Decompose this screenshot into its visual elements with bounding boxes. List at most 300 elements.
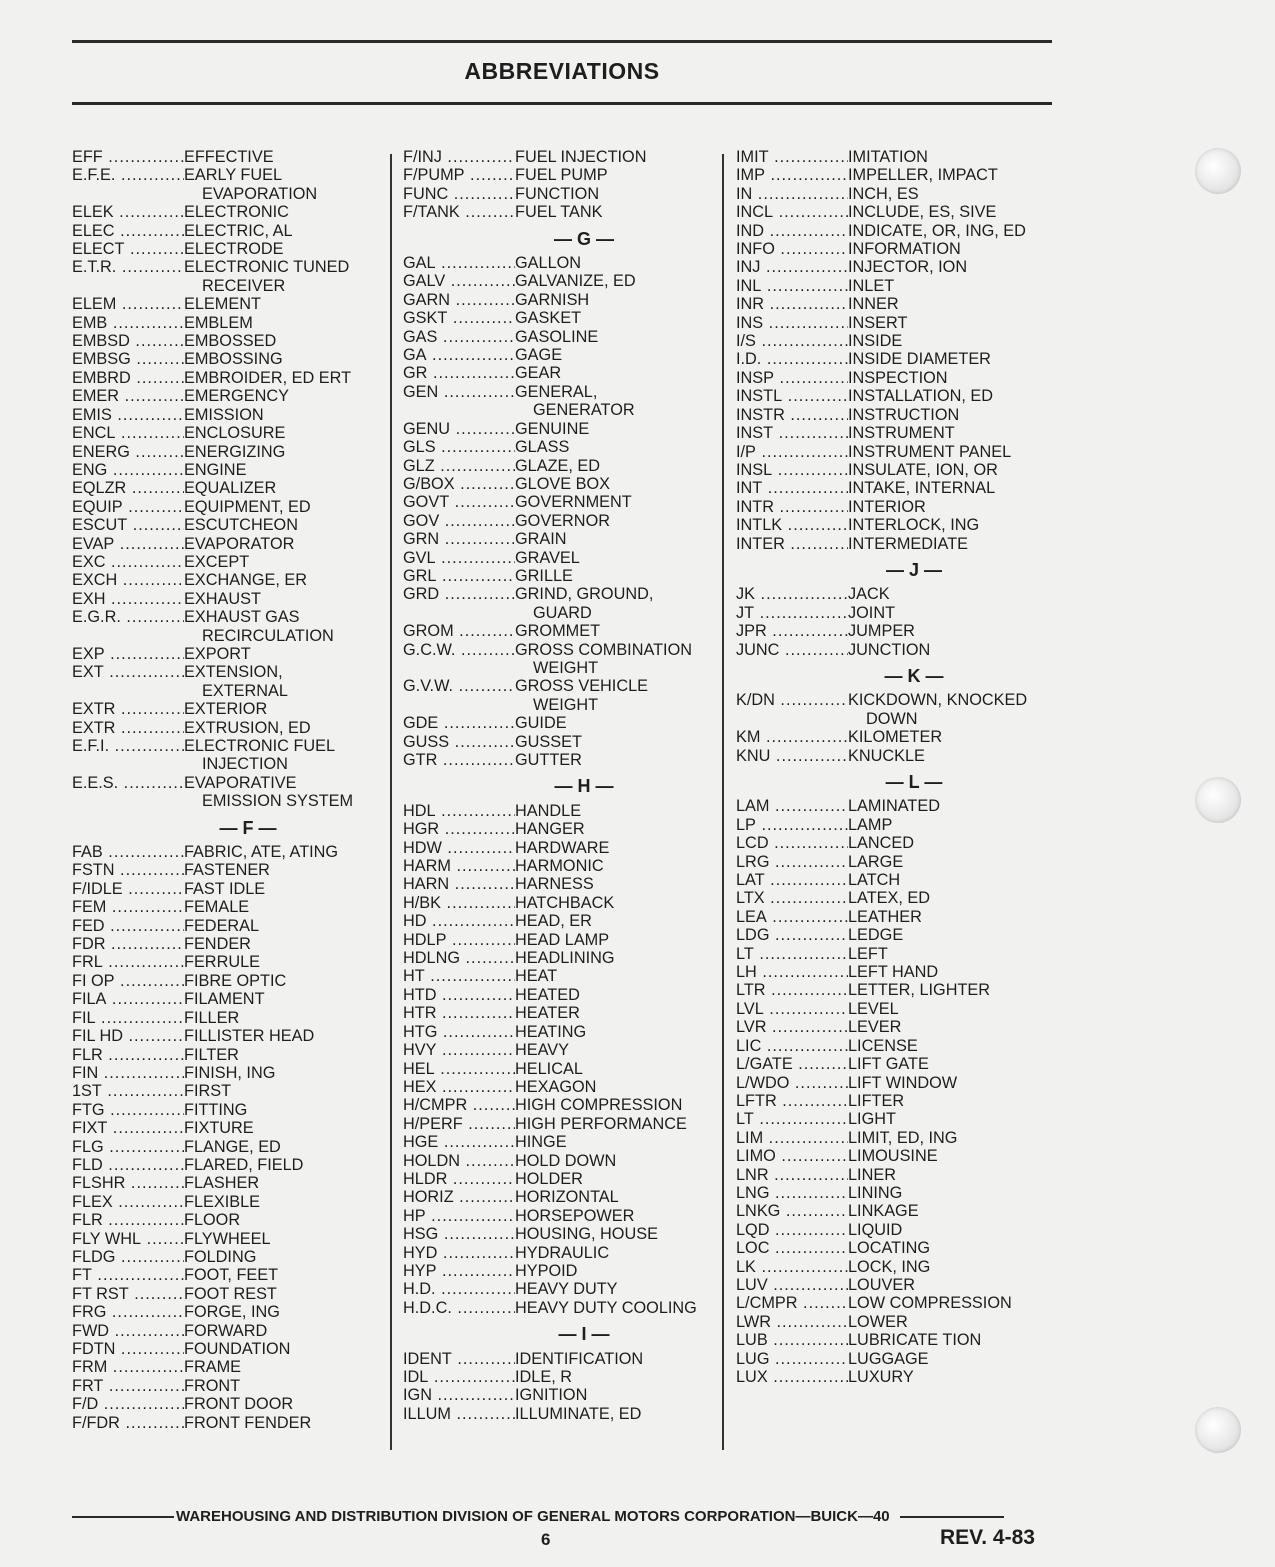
- abbreviation: EMER .....: [72, 387, 184, 405]
- definition: INSTRUCTION: [848, 405, 960, 424]
- abbreviation-entry: [72, 898, 384, 916]
- definition: FILLISTER HEAD: [184, 1027, 315, 1046]
- abbreviation-entry: [736, 945, 1052, 963]
- abbreviation-entry: [736, 1129, 1052, 1147]
- abbreviation-entry: [72, 953, 384, 971]
- definition: LUGGAGE: [848, 1349, 929, 1368]
- definition: GLASS: [515, 438, 570, 457]
- abbreviation-entry: [72, 1138, 384, 1156]
- abbreviation-entry: [72, 314, 384, 332]
- abbreviation: LRG .....: [736, 853, 848, 871]
- abbreviation-entry: [736, 1313, 1052, 1331]
- definition: ENERGIZING: [184, 442, 286, 461]
- definition: EXCEPT: [184, 552, 250, 571]
- definition: FUEL TANK: [515, 203, 603, 222]
- definition: LIFT GATE: [848, 1055, 929, 1074]
- abbreviation: LFTR .....: [736, 1092, 848, 1110]
- abbreviation-entry: [403, 1350, 725, 1368]
- definition: HOLD DOWN: [515, 1151, 617, 1170]
- abbreviation: INSTR .....: [736, 406, 848, 424]
- abbreviation: INJ .....: [736, 258, 848, 276]
- abbreviation-entry: [403, 1004, 725, 1022]
- abbreviation-entry: [403, 641, 725, 659]
- definition: HEAD, ER: [515, 912, 592, 931]
- abbreviation: KM .....: [736, 728, 848, 746]
- abbreviation-entry: [403, 346, 725, 364]
- abbreviation: FED .....: [72, 917, 184, 935]
- abbreviation: LEA .....: [736, 908, 848, 926]
- abbreviation-entry: [403, 1262, 725, 1280]
- definition: LIFTER: [848, 1091, 905, 1110]
- abbreviation: GSKT .....: [403, 309, 515, 327]
- abbreviation-entry: [403, 493, 725, 511]
- abbreviation-entry: [736, 747, 1052, 765]
- abbreviation: LUG .....: [736, 1350, 848, 1368]
- abbreviation: I/S .....: [736, 332, 848, 350]
- abbreviation-entry: [72, 203, 384, 221]
- definition: FIXTURE: [184, 1119, 254, 1138]
- definition: JUMPER: [848, 622, 915, 641]
- definition: GROSS COMBINATION: [515, 640, 692, 659]
- column-3: [736, 148, 1052, 1386]
- abbreviation: GUSS .....: [403, 733, 515, 751]
- abbreviation: LOC .....: [736, 1239, 848, 1257]
- definition: EMBOSSED: [184, 332, 277, 351]
- definition: LINKAGE: [848, 1202, 919, 1221]
- abbreviation: EFF .....: [72, 148, 184, 166]
- abbreviation-entry: [736, 728, 1052, 746]
- abbreviation-entry: [403, 457, 725, 475]
- definition: FOOT REST: [184, 1284, 277, 1303]
- abbreviation: I.D. .....: [736, 350, 848, 368]
- definition: FUEL INJECTION: [515, 148, 647, 166]
- abbreviation-entry: [403, 802, 725, 820]
- section-heading: — F —: [112, 811, 384, 843]
- definition: FUNCTION: [515, 184, 600, 203]
- definition: EMERGENCY: [184, 387, 289, 406]
- abbreviation-entry: [72, 424, 384, 442]
- definition: INTAKE, INTERNAL: [848, 479, 996, 498]
- abbreviation-entry: [403, 931, 725, 949]
- abbreviation-entry: [736, 369, 1052, 387]
- abbreviation: E.T.R. .....: [72, 258, 184, 276]
- abbreviation: GAL .....: [403, 254, 515, 272]
- abbreviation: LVR .....: [736, 1018, 848, 1036]
- footer-text: WAREHOUSING AND DISTRIBUTION DIVISION OF GENERAL MOTORS CORPORATION—BUICK—40: [176, 1508, 890, 1525]
- abbreviation-entry: [403, 912, 725, 930]
- abbreviation: LAM .....: [736, 797, 848, 815]
- definition: FRONT FENDER: [184, 1413, 312, 1432]
- definition: EVAPORATOR: [184, 534, 295, 553]
- abbreviation: IDENT .....: [403, 1350, 515, 1368]
- definition: GROSS VEHICLE: [515, 677, 649, 696]
- definition: HIGH PERFORMANCE: [515, 1114, 687, 1133]
- abbreviation-entry: [403, 1041, 725, 1059]
- abbreviation: LCD .....: [736, 834, 848, 852]
- abbreviation: EXH .....: [72, 590, 184, 608]
- definition: HEXAGON: [515, 1077, 597, 1096]
- abbreviation-entry: [736, 148, 1052, 166]
- abbreviation: GVL .....: [403, 549, 515, 567]
- abbreviation: EQLZR .....: [72, 479, 184, 497]
- abbreviation: F/IDLE .....: [72, 880, 184, 898]
- section-heading: — K —: [776, 659, 1052, 691]
- abbreviation-entry: [403, 1096, 725, 1114]
- definition: INNER: [848, 295, 899, 314]
- abbreviation: G/BOX .....: [403, 475, 515, 493]
- abbreviation-entry: [72, 935, 384, 953]
- abbreviation-entry: [403, 1115, 725, 1133]
- abbreviation: EVAP .....: [72, 535, 184, 553]
- abbreviation: GALV .....: [403, 272, 515, 290]
- abbreviation: IMIT .....: [736, 148, 848, 166]
- abbreviation: INSL .....: [736, 461, 848, 479]
- abbreviation: LIMO .....: [736, 1147, 848, 1165]
- abbreviation-entry: [736, 585, 1052, 603]
- abbreviation-entry: [72, 737, 384, 755]
- abbreviation-entry: [403, 949, 725, 967]
- abbreviation-entry: [736, 387, 1052, 405]
- definition: EXTENSION,: [184, 663, 283, 682]
- abbreviation-entry: [403, 1368, 725, 1386]
- section-heading: — L —: [776, 765, 1052, 797]
- definition: INJECTOR, ION: [848, 258, 968, 277]
- definition: HORIZONTAL: [515, 1188, 619, 1207]
- abbreviation-entry: [72, 1230, 384, 1248]
- abbreviation: FIL .....: [72, 1009, 184, 1027]
- abbreviation-entry: [72, 1414, 384, 1432]
- abbreviation: FT RST .....: [72, 1285, 184, 1303]
- definition: GUSSET: [515, 732, 582, 751]
- abbreviation-entry: [403, 1188, 725, 1206]
- definition: ELECTRONIC FUEL: [184, 737, 336, 755]
- abbreviation-entry: [736, 258, 1052, 276]
- abbreviation-entry: [403, 185, 725, 203]
- binder-hole: [1195, 777, 1241, 823]
- abbreviation: HP .....: [403, 1207, 515, 1225]
- abbreviation: FLEX .....: [72, 1193, 184, 1211]
- definition: INLET: [848, 276, 895, 295]
- abbreviation-entry: [403, 1225, 725, 1243]
- definition: HEATING: [515, 1022, 587, 1041]
- abbreviation: GLZ .....: [403, 457, 515, 475]
- abbreviation-entry: [736, 641, 1052, 659]
- definition-continuation: WEIGHT: [533, 695, 599, 714]
- abbreviation: EMBSG .....: [72, 350, 184, 368]
- abbreviation-entry: [403, 839, 725, 857]
- abbreviation: FLDG .....: [72, 1248, 184, 1266]
- abbreviation: FT .....: [72, 1266, 184, 1284]
- abbreviation: JUNC .....: [736, 641, 848, 659]
- definition: LUBRICATE TION: [848, 1331, 982, 1350]
- abbreviation: F/TANK .....: [403, 203, 515, 221]
- binder-hole: [1195, 1407, 1241, 1453]
- definition: FITTING: [184, 1100, 248, 1119]
- abbreviation-entry: [72, 166, 384, 184]
- abbreviation-entry: [72, 719, 384, 737]
- abbreviation: FDR .....: [72, 935, 184, 953]
- definition: HEATER: [515, 1004, 580, 1023]
- definition: HOLDER: [515, 1169, 583, 1188]
- abbreviation-entry: [403, 967, 725, 985]
- abbreviation-entry: [736, 295, 1052, 313]
- abbreviation: GRL .....: [403, 567, 515, 585]
- abbreviation: INFO .....: [736, 240, 848, 258]
- definition: EQUIPMENT, ED: [184, 497, 311, 516]
- revision-label: REV. 4-83: [940, 1526, 1035, 1549]
- definition: INSTRUMENT PANEL: [848, 442, 1012, 461]
- definition: GUTTER: [515, 751, 582, 769]
- section-heading: — G —: [443, 222, 725, 254]
- definition: HOUSING, HOUSE: [515, 1225, 658, 1244]
- definition: KILOMETER: [848, 728, 943, 747]
- abbreviation-entry: [736, 443, 1052, 461]
- definition: LEFT: [848, 944, 888, 963]
- definition: FINISH, ING: [184, 1063, 276, 1082]
- definition: FENDER: [184, 935, 251, 954]
- abbreviation-entry: [736, 350, 1052, 368]
- abbreviation: JPR .....: [736, 622, 848, 640]
- abbreviation: E.F.I. .....: [72, 737, 184, 755]
- abbreviation-entry: [736, 1258, 1052, 1276]
- definition: HYPOID: [515, 1261, 578, 1280]
- abbreviation-entry: [72, 1009, 384, 1027]
- definition: INSULATE, ION, OR: [848, 460, 998, 479]
- abbreviation-entry: [403, 364, 725, 382]
- definition: FRAME: [184, 1358, 241, 1377]
- abbreviation-entry: [403, 714, 725, 732]
- definition: LIQUID: [848, 1220, 903, 1239]
- definition: FRONT: [184, 1376, 241, 1395]
- abbreviation: FEM .....: [72, 898, 184, 916]
- abbreviation-entry: [736, 853, 1052, 871]
- abbreviation-entry: [403, 894, 725, 912]
- abbreviation-entry: [72, 1285, 384, 1303]
- definition: LEATHER: [848, 907, 922, 926]
- abbreviation-entry: [736, 535, 1052, 553]
- abbreviation: GARN .....: [403, 291, 515, 309]
- definition: LIFT WINDOW: [848, 1073, 958, 1092]
- definition: GASKET: [515, 309, 582, 328]
- definition: HARNESS: [515, 875, 594, 894]
- definition: HEATED: [515, 985, 580, 1004]
- abbreviation-entry: [736, 622, 1052, 640]
- definition: GEAR: [515, 364, 562, 383]
- title-rule: [72, 102, 1052, 105]
- definition: LOCATING: [848, 1239, 931, 1258]
- abbreviation: FRG .....: [72, 1303, 184, 1321]
- abbreviation: LTR .....: [736, 981, 848, 999]
- abbreviation-entry: [736, 871, 1052, 889]
- abbreviation: FILA .....: [72, 990, 184, 1008]
- abbreviation-entry: [72, 332, 384, 350]
- abbreviation: FWD .....: [72, 1322, 184, 1340]
- abbreviation: HEL .....: [403, 1060, 515, 1078]
- definition: GOVERNMENT: [515, 493, 632, 512]
- definition: GRIND, GROUND,: [515, 585, 654, 604]
- definition: LANCED: [848, 834, 915, 853]
- definition: GRAVEL: [515, 548, 580, 567]
- definition: LETTER, LIGHTER: [848, 981, 991, 1000]
- definition: FOOT, FEET: [184, 1266, 279, 1285]
- abbreviation-entry: [403, 383, 725, 401]
- abbreviation: INS .....: [736, 314, 848, 332]
- definition: GARNISH: [515, 290, 590, 309]
- abbreviation: INSTL .....: [736, 387, 848, 405]
- definition: HEAVY DUTY: [515, 1280, 618, 1299]
- definition: EXTRUSION, ED: [184, 718, 311, 737]
- abbreviation-entry: [736, 1350, 1052, 1368]
- abbreviation-entry: [736, 222, 1052, 240]
- abbreviation: HTD .....: [403, 986, 515, 1004]
- definition: HANDLE: [515, 801, 582, 820]
- abbreviation-entry: [403, 1023, 725, 1041]
- abbreviation-entry: [403, 475, 725, 493]
- definition: LIGHT: [848, 1110, 896, 1129]
- definition: ELEMENT: [184, 295, 261, 314]
- definition: FLOOR: [184, 1211, 241, 1230]
- abbreviation-entry: [72, 1340, 384, 1358]
- definition: FLYWHEEL: [184, 1229, 271, 1248]
- abbreviation: GTR .....: [403, 751, 515, 769]
- abbreviation: FUNC .....: [403, 185, 515, 203]
- definition: INSIDE: [848, 332, 903, 351]
- abbreviation: LTX .....: [736, 889, 848, 907]
- definition: JOINT: [848, 603, 896, 622]
- abbreviation-entry: [72, 1174, 384, 1192]
- footer-rule: [72, 1516, 174, 1518]
- definition: IGNITION: [515, 1386, 588, 1405]
- abbreviation-entry: [72, 1266, 384, 1284]
- abbreviation-entry: [736, 926, 1052, 944]
- abbreviation-entry: [403, 751, 725, 769]
- abbreviation-entry: [736, 203, 1052, 221]
- abbreviation-entry: [72, 571, 384, 589]
- definition-continuation: GENERATOR: [533, 401, 635, 420]
- page-number: 6: [541, 1530, 551, 1549]
- definition: EARLY FUEL: [184, 166, 283, 185]
- definition: INSTALLATION, ED: [848, 387, 994, 406]
- abbreviation-entry: [72, 498, 384, 516]
- definition: LINER: [848, 1165, 896, 1184]
- abbreviation-entry: [72, 240, 384, 258]
- abbreviation: IDL .....: [403, 1368, 515, 1386]
- abbreviation: FLG .....: [72, 1138, 184, 1156]
- section-heading: — J —: [776, 553, 1052, 585]
- definition: JUNCTION: [848, 640, 931, 659]
- abbreviation: LDG .....: [736, 926, 848, 944]
- abbreviation: LNKG .....: [736, 1202, 848, 1220]
- definition: FLASHER: [184, 1174, 260, 1193]
- abbreviation-entry: [72, 1303, 384, 1321]
- abbreviation: GRD .....: [403, 585, 515, 603]
- abbreviation-entry: [72, 1395, 384, 1413]
- definition: FIRST: [184, 1082, 232, 1101]
- abbreviation-entry: [403, 420, 725, 438]
- abbreviation: HTR .....: [403, 1004, 515, 1022]
- definition: LEVER: [848, 1018, 902, 1037]
- definition: FEMALE: [184, 898, 250, 917]
- abbreviation-entry: [403, 203, 725, 221]
- abbreviation: F/INJ .....: [403, 148, 515, 166]
- abbreviation-entry: [736, 908, 1052, 926]
- definition: GOVERNOR: [515, 511, 610, 530]
- abbreviation: FLD .....: [72, 1156, 184, 1174]
- definition: HORSEPOWER: [515, 1206, 635, 1225]
- definition: FILAMENT: [184, 990, 265, 1009]
- abbreviation: LWR .....: [736, 1313, 848, 1331]
- column-divider: [390, 154, 392, 1450]
- definition: GRILLE: [515, 566, 573, 585]
- definition: HARDWARE: [515, 838, 610, 857]
- abbreviation: HDLNG .....: [403, 949, 515, 967]
- definition: GLOVE BOX: [515, 474, 611, 493]
- abbreviation: INR .....: [736, 295, 848, 313]
- definition: INTERIOR: [848, 497, 926, 516]
- abbreviation-entry: [72, 222, 384, 240]
- abbreviation: G.V.W. .....: [403, 677, 515, 695]
- definition: FORWARD: [184, 1321, 268, 1340]
- abbreviation: EXCH .....: [72, 571, 184, 589]
- abbreviation: I/P .....: [736, 443, 848, 461]
- abbreviation: EXP .....: [72, 645, 184, 663]
- abbreviation: GROM .....: [403, 622, 515, 640]
- binder-hole: [1195, 148, 1241, 194]
- definition: HYDRAULIC: [515, 1243, 610, 1262]
- abbreviation-entry: [403, 148, 725, 166]
- abbreviation-entry: [403, 1207, 725, 1225]
- abbreviation: FAB .....: [72, 843, 184, 861]
- abbreviation-entry: [736, 166, 1052, 184]
- definition: INSIDE DIAMETER: [848, 350, 991, 369]
- abbreviation: FLR .....: [72, 1211, 184, 1229]
- definition: HEAT: [515, 967, 558, 986]
- abbreviation-entry: [403, 857, 725, 875]
- abbreviation-entry: [403, 438, 725, 456]
- abbreviation: E.E.S. .....: [72, 774, 184, 792]
- abbreviation-entry: [736, 1037, 1052, 1055]
- definition: FLANGE, ED: [184, 1137, 281, 1156]
- abbreviation: F/D .....: [72, 1395, 184, 1413]
- abbreviation: ENERG .....: [72, 443, 184, 461]
- abbreviation-entry: [736, 1000, 1052, 1018]
- definition: INDICATE, OR, ING, ED: [848, 221, 1026, 240]
- abbreviation: IN .....: [736, 185, 848, 203]
- abbreviation-entry: [736, 185, 1052, 203]
- abbreviation: FRL .....: [72, 953, 184, 971]
- definition: LOCK, ING: [848, 1257, 931, 1276]
- definition-continuation: RECIRCULATION: [202, 626, 334, 645]
- abbreviation-entry: [72, 590, 384, 608]
- abbreviation-entry: [72, 917, 384, 935]
- abbreviation: FSTN .....: [72, 861, 184, 879]
- abbreviation: FIXT .....: [72, 1119, 184, 1137]
- abbreviation: LUV .....: [736, 1276, 848, 1294]
- abbreviation-entry: [72, 1101, 384, 1119]
- abbreviation-entry: [403, 677, 725, 695]
- abbreviation: L/GATE .....: [736, 1055, 848, 1073]
- column-divider: [722, 154, 724, 1450]
- abbreviation: HTG .....: [403, 1023, 515, 1041]
- abbreviation-entry: [72, 479, 384, 497]
- abbreviation-entry: [736, 314, 1052, 332]
- abbreviation-entry: [72, 1358, 384, 1376]
- abbreviation: HORIZ .....: [403, 1188, 515, 1206]
- abbreviation-entry: [72, 1377, 384, 1395]
- abbreviation: EMIS .....: [72, 406, 184, 424]
- abbreviation: L/WDO .....: [736, 1074, 848, 1092]
- definition: EVAPORATIVE: [184, 773, 297, 792]
